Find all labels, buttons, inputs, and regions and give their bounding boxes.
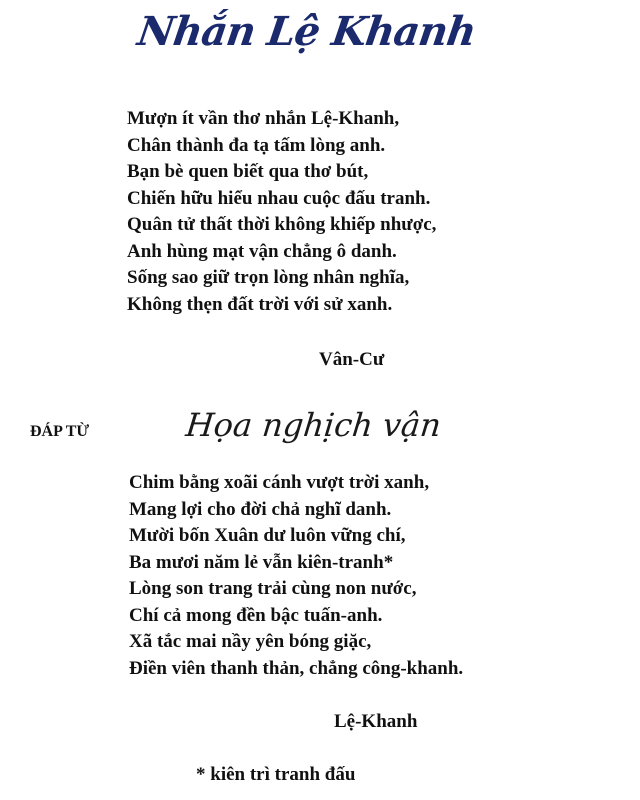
reply-label: ĐÁP TỪ	[30, 423, 90, 440]
poem-line: Chí cả mong đền bậc tuấn-anh.	[129, 604, 383, 626]
poem-line: Quân tử thất thời không khiếp nhược,	[127, 214, 437, 235]
footnote: * kiên trì tranh đấu	[196, 764, 356, 785]
poem-title-calligraphy: Nhắn Lệ Khanh	[134, 8, 479, 55]
reply-title-calligraphy: Họa nghịch vận	[184, 406, 443, 444]
poem-line: Ba mươi năm lẻ vẫn kiên-tranh*	[129, 551, 394, 573]
poem-line: Chiến hữu hiểu nhau cuộc đấu tranh.	[127, 187, 431, 209]
poem-line: Mang lợi cho đời chả nghĩ danh.	[129, 498, 392, 520]
reply-poem-verses	[129, 470, 463, 682]
poem-line: Lòng son trang trải cùng non nước,	[129, 578, 417, 599]
poem-line: Mười bốn Xuân dư luôn vững chí,	[129, 525, 406, 546]
poem-author: Vân-Cư	[319, 349, 385, 370]
poem-line: Chim bằng xoãi cánh vượt trời xanh,	[129, 472, 430, 493]
poem-line: Sống sao giữ trọn lòng nhân nghĩa,	[127, 267, 410, 288]
poem-line: Bạn bè quen biết qua thơ bút,	[127, 161, 369, 182]
poem-line: Xã tắc mai nầy yên bóng giặc,	[129, 631, 372, 652]
poem-verses	[127, 106, 436, 318]
poem-line: Không thẹn đất trời với sử xanh.	[127, 293, 393, 315]
poem-line: Mượn ít vần thơ nhắn Lệ-Khanh,	[127, 108, 400, 129]
poem-line: Chân thành đa tạ tấm lòng anh.	[127, 134, 386, 156]
poem-line: Điền viên thanh thản, chẳng công-khanh.	[129, 657, 464, 679]
reply-author: Lệ-Khanh	[334, 711, 418, 732]
poem-line: Anh hùng mạt vận chẳng ô danh.	[127, 240, 397, 262]
